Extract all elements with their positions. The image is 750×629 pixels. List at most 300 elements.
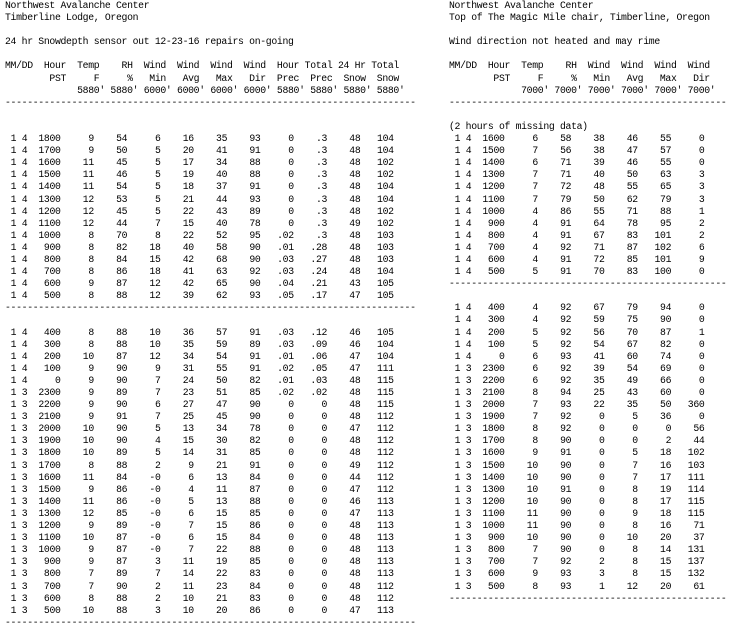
table-cell: 90 bbox=[560, 507, 572, 519]
table-cell: 104 bbox=[377, 338, 394, 350]
table-cell: 48 bbox=[349, 532, 361, 544]
table-row bbox=[449, 157, 749, 169]
table-cell: 1 bbox=[454, 217, 461, 229]
table-cell: 48 bbox=[349, 193, 361, 205]
table-cell: 3 bbox=[21, 483, 28, 495]
table-cell: 3 bbox=[21, 399, 28, 411]
table-cell: 7 bbox=[532, 556, 538, 568]
table-cell: 1 bbox=[454, 568, 461, 580]
table-cell: 54 bbox=[216, 350, 228, 362]
table-cell: 71 bbox=[593, 241, 605, 253]
table-cell: 43 bbox=[349, 278, 361, 290]
table-cell: 400 bbox=[487, 302, 505, 314]
table-cell: 40 bbox=[593, 169, 605, 181]
table-cell: 67 bbox=[593, 229, 605, 241]
table-cell: 0 bbox=[698, 338, 705, 350]
table-cell: 1 bbox=[454, 495, 461, 507]
table-cell: 21 bbox=[216, 459, 228, 471]
table-cell: 500 bbox=[487, 266, 505, 278]
table-cell: 1 bbox=[454, 350, 461, 362]
table-cell: 7 bbox=[632, 471, 638, 483]
table-cell: 46 bbox=[349, 326, 361, 338]
table-cell: 1 bbox=[698, 205, 705, 217]
table-row bbox=[449, 327, 749, 339]
table-cell: .27 bbox=[310, 253, 328, 265]
table-cell: 700 bbox=[487, 556, 505, 568]
table-body-a bbox=[449, 133, 749, 278]
table-cell: 48 bbox=[349, 266, 361, 278]
table-cell: 90 bbox=[116, 399, 128, 411]
table-cell: 1600 bbox=[482, 133, 505, 145]
table-cell: 10 bbox=[82, 435, 94, 447]
table-cell: 10 bbox=[626, 532, 638, 544]
table-cell: 1600 bbox=[38, 471, 61, 483]
table-cell: 3 bbox=[21, 556, 28, 568]
table-cell: 1 bbox=[454, 520, 461, 532]
table-cell: 48 bbox=[349, 399, 361, 411]
table-cell: 48 bbox=[349, 181, 361, 193]
table-cell: 1 bbox=[10, 532, 17, 544]
table-cell: 93 bbox=[249, 290, 261, 302]
table-cell: 90 bbox=[660, 314, 672, 326]
table-cell: 4 bbox=[21, 374, 28, 386]
table-cell: 83 bbox=[626, 266, 638, 278]
table-cell: 18 bbox=[149, 266, 161, 278]
table-cell: 1 bbox=[454, 399, 461, 411]
table-cell: 1200 bbox=[38, 205, 61, 217]
table-cell: 31 bbox=[216, 447, 228, 459]
table-cell: 0 bbox=[288, 447, 294, 459]
table-cell: 88 bbox=[116, 338, 128, 350]
table-cell: 56 bbox=[593, 326, 605, 338]
blank-line bbox=[449, 109, 749, 121]
table-row bbox=[449, 375, 749, 387]
table-cell: 0 bbox=[598, 411, 605, 423]
table-cell: 0 bbox=[288, 193, 294, 205]
table-cell: 104 bbox=[377, 350, 394, 362]
table-cell: 6 bbox=[188, 471, 194, 483]
table-cell: 71 bbox=[560, 169, 572, 181]
table-cell: 39 bbox=[593, 157, 605, 169]
table-cell: 0 bbox=[288, 495, 294, 507]
table-cell: 79 bbox=[660, 193, 672, 205]
table-cell: 4 bbox=[21, 241, 28, 253]
table-cell: 22 bbox=[182, 229, 194, 241]
table-cell: 5 bbox=[154, 145, 161, 157]
table-cell: .12 bbox=[310, 326, 328, 338]
table-cell: 85 bbox=[249, 387, 261, 398]
table-cell: 8 bbox=[88, 241, 94, 253]
table-cell: 48 bbox=[349, 544, 361, 556]
table-row bbox=[449, 387, 749, 399]
table-cell: 37 bbox=[216, 181, 228, 193]
table-cell: 113 bbox=[377, 544, 394, 556]
table-cell: 1 bbox=[10, 266, 17, 278]
table-cell: 78 bbox=[249, 423, 261, 435]
table-cell: 25 bbox=[593, 387, 605, 398]
table-cell: 9 bbox=[88, 362, 94, 374]
table-separator: -------------------------------------------------------------------------- bbox=[5, 96, 416, 108]
table-cell: 1 bbox=[10, 544, 17, 556]
table-cell: 90 bbox=[249, 253, 261, 265]
table-cell: 15 bbox=[182, 217, 194, 229]
table-row bbox=[5, 447, 394, 459]
table-cell: 0 bbox=[288, 399, 294, 411]
table-cell: 90 bbox=[560, 471, 572, 483]
table-cell: 3 bbox=[698, 169, 705, 181]
table-cell: 3 bbox=[698, 193, 705, 205]
table-cell: 6 bbox=[188, 532, 194, 544]
table-cell: 1 bbox=[454, 580, 461, 592]
table-row bbox=[449, 399, 749, 411]
table-cell: 5 bbox=[154, 447, 161, 459]
table-cell: 12 bbox=[626, 580, 638, 592]
table-cell: 400 bbox=[43, 326, 61, 338]
table-cell: 1800 bbox=[38, 447, 61, 459]
table-cell: 62 bbox=[626, 193, 638, 205]
table-cell: 12 bbox=[82, 193, 94, 205]
table-cell: 36 bbox=[660, 411, 672, 423]
table-cell: 1 bbox=[454, 181, 461, 193]
table-cell: 51 bbox=[216, 387, 228, 398]
table-cell: 84 bbox=[116, 471, 128, 483]
table-cell: 42 bbox=[182, 253, 194, 265]
table-cell: .3 bbox=[315, 229, 328, 241]
table-cell: 21 bbox=[182, 193, 194, 205]
table-cell: 1 bbox=[454, 423, 461, 435]
table-cell: 15 bbox=[660, 556, 672, 568]
table-cell: 48 bbox=[349, 205, 361, 217]
table-cell: 11 bbox=[182, 580, 194, 592]
table-cell: 92 bbox=[560, 362, 572, 374]
table-cell: 0 bbox=[321, 592, 328, 604]
table-cell: 2 bbox=[698, 217, 705, 229]
table-cell: 7 bbox=[154, 217, 161, 229]
table-row bbox=[449, 520, 749, 532]
table-row bbox=[5, 278, 394, 290]
table-row bbox=[449, 169, 749, 181]
table-cell: 1100 bbox=[482, 193, 505, 205]
table-row bbox=[449, 339, 749, 351]
table-cell: 17 bbox=[660, 495, 672, 507]
table-cell: 113 bbox=[377, 604, 394, 616]
table-cell: 93 bbox=[249, 193, 261, 205]
table-cell: 0 bbox=[698, 350, 705, 362]
table-cell: 54 bbox=[116, 181, 128, 193]
table-cell: 3 bbox=[465, 459, 472, 471]
table-cell: 18 bbox=[660, 507, 672, 519]
table-cell: .01 bbox=[277, 374, 294, 386]
table-cell: 10 bbox=[82, 604, 94, 616]
table-cell: 8 bbox=[632, 520, 638, 532]
table-cell: 15 bbox=[216, 532, 228, 544]
table-row bbox=[449, 314, 749, 326]
table-cell: 1 bbox=[454, 241, 461, 253]
table-cell: 88 bbox=[116, 592, 128, 604]
table-cell: 0 bbox=[321, 411, 328, 423]
table-cell: 137 bbox=[687, 556, 705, 568]
table-cell: 4 bbox=[21, 253, 28, 265]
table-cell: 1 bbox=[598, 580, 605, 592]
table-cell: 7 bbox=[188, 520, 194, 532]
table-cell: 114 bbox=[687, 483, 705, 495]
table-cell: 2300 bbox=[38, 387, 61, 398]
table-cell: 50 bbox=[593, 193, 605, 205]
table-cell: 8 bbox=[88, 253, 94, 265]
table-cell: 4 bbox=[21, 157, 28, 169]
table-cell: 9 bbox=[154, 362, 161, 374]
table-cell: 35 bbox=[216, 133, 228, 145]
table-cell: 11 bbox=[82, 181, 94, 193]
table-cell: 8 bbox=[154, 229, 161, 241]
table-cell: 113 bbox=[377, 507, 394, 519]
table-cell: 15 bbox=[182, 435, 194, 447]
table-cell: 0 bbox=[698, 411, 705, 423]
table-cell: 113 bbox=[377, 568, 394, 580]
table-cell: 87 bbox=[116, 532, 128, 544]
table-cell: 112 bbox=[377, 411, 394, 423]
table-cell: 17 bbox=[182, 157, 194, 169]
table-cell: 800 bbox=[487, 229, 505, 241]
table-cell: 104 bbox=[377, 145, 394, 157]
table-cell: 5 bbox=[632, 447, 638, 459]
table-cell: 47 bbox=[349, 483, 361, 495]
table-cell: 900 bbox=[487, 532, 505, 544]
table-cell: 0 bbox=[598, 447, 605, 459]
table-cell: 1000 bbox=[482, 520, 505, 532]
table-cell: 6 bbox=[532, 374, 538, 386]
table-cell: 1300 bbox=[482, 483, 505, 495]
table-row bbox=[5, 205, 394, 218]
table-cell: 1 bbox=[454, 314, 461, 326]
table-cell: 45 bbox=[216, 411, 228, 423]
table-cell: 1 bbox=[10, 387, 17, 398]
table-cell: 9 bbox=[88, 278, 94, 290]
table-cell: 0 bbox=[598, 532, 605, 544]
table-cell: 0 bbox=[321, 568, 328, 580]
table-cell: 23 bbox=[216, 580, 228, 592]
table-cell: 78 bbox=[626, 217, 638, 229]
table-cell: 10 bbox=[149, 338, 161, 350]
station-name: Timberline Lodge, Oregon bbox=[5, 12, 139, 24]
table-cell: 54 bbox=[116, 133, 128, 145]
table-cell: 102 bbox=[377, 205, 394, 217]
table-cell: 65 bbox=[216, 278, 228, 290]
table-cell: 1500 bbox=[38, 483, 61, 495]
table-cell: 48 bbox=[349, 435, 361, 447]
table-cell: 19 bbox=[660, 483, 672, 495]
table-cell: 44 bbox=[693, 435, 705, 447]
table-cell: 59 bbox=[216, 338, 228, 350]
table-cell: 90 bbox=[116, 435, 128, 447]
table-cell: 3 bbox=[21, 532, 28, 544]
table-cell: 3 bbox=[21, 423, 28, 435]
table-cell: 4 bbox=[188, 483, 194, 495]
table-cell: 1 bbox=[454, 556, 461, 568]
table-cell: 0 bbox=[698, 387, 705, 398]
table-cell: 6 bbox=[188, 507, 194, 519]
table-cell: 9 bbox=[88, 145, 94, 157]
table-cell: 1000 bbox=[38, 544, 61, 556]
table-cell: 4 bbox=[532, 302, 538, 314]
table-cell: 10 bbox=[526, 495, 538, 507]
table-cell: 3 bbox=[465, 580, 472, 592]
table-cell: 86 bbox=[116, 483, 128, 495]
table-cell: 4 bbox=[465, 217, 472, 229]
table-cell: 57 bbox=[216, 326, 228, 338]
table-cell: 4 bbox=[465, 181, 472, 193]
table-cell: 3 bbox=[465, 435, 472, 447]
table-cell: 3 bbox=[465, 507, 472, 519]
table-cell: 9 bbox=[88, 399, 94, 411]
table-cell: 44 bbox=[216, 193, 228, 205]
table-cell: 112 bbox=[377, 447, 394, 459]
table-cell: 83 bbox=[626, 229, 638, 241]
table-cell: 67 bbox=[593, 302, 605, 314]
table-cell: 4 bbox=[21, 290, 28, 302]
table-cell: 1000 bbox=[38, 229, 61, 241]
table-cell: 0 bbox=[321, 399, 328, 411]
table-cell: 0 bbox=[288, 411, 294, 423]
table-cell: 1800 bbox=[482, 423, 505, 435]
table-cell: 1 bbox=[10, 145, 17, 157]
table-row bbox=[5, 338, 394, 351]
table-cell: 104 bbox=[377, 133, 394, 145]
table-cell: 0 bbox=[598, 483, 605, 495]
table-separator: -------------------------------------------------- bbox=[449, 96, 727, 108]
table-cell: 1 bbox=[454, 193, 461, 205]
table-cell: 79 bbox=[560, 193, 572, 205]
table-cell: 90 bbox=[249, 278, 261, 290]
table-cell: 113 bbox=[377, 532, 394, 544]
table-cell: 1 bbox=[10, 217, 17, 229]
table-cell: 12 bbox=[149, 278, 161, 290]
table-cell: 22 bbox=[216, 568, 228, 580]
table-cell: 1 bbox=[698, 326, 705, 338]
table-cell: 50 bbox=[116, 145, 128, 157]
table-cell: 18 bbox=[149, 241, 161, 253]
table-cell: 55 bbox=[216, 362, 228, 374]
table-cell: 20 bbox=[660, 532, 672, 544]
table-cell: 48 bbox=[349, 253, 361, 265]
table-cell: 48 bbox=[349, 145, 361, 157]
table-cell: 14 bbox=[182, 447, 194, 459]
table-cell: 40 bbox=[182, 241, 194, 253]
table-cell: 3 bbox=[21, 520, 28, 532]
table-cell: 1 bbox=[10, 193, 17, 205]
table-cell: 1 bbox=[10, 435, 17, 447]
table-cell: 0 bbox=[288, 181, 294, 193]
table-row bbox=[449, 302, 749, 314]
table-cell: 10 bbox=[82, 447, 94, 459]
table-cell: 5 bbox=[154, 157, 161, 169]
table-cell: 0 bbox=[288, 592, 294, 604]
table-row bbox=[5, 133, 394, 145]
table-cell: 5 bbox=[154, 169, 161, 181]
table-cell: 3 bbox=[465, 387, 472, 398]
table-cell: 360 bbox=[687, 399, 705, 411]
table-cell: 1 bbox=[454, 411, 461, 423]
table-cell: 1 bbox=[454, 435, 461, 447]
blank-line bbox=[5, 48, 305, 60]
table-cell: 112 bbox=[377, 580, 394, 592]
table-cell: 1 bbox=[454, 229, 461, 241]
table-cell: 90 bbox=[116, 580, 128, 592]
table-cell: 0 bbox=[321, 471, 328, 483]
blank-line bbox=[5, 24, 305, 36]
table-cell: 83 bbox=[249, 568, 261, 580]
table-cell: 1 bbox=[454, 133, 461, 145]
table-cell: 0 bbox=[288, 435, 294, 447]
table-cell: 21 bbox=[216, 592, 228, 604]
table-row bbox=[5, 604, 394, 617]
table-cell: 300 bbox=[487, 314, 505, 326]
table-cell: 1 bbox=[454, 532, 461, 544]
table-cell: 2 bbox=[154, 592, 161, 604]
table-cell: 82 bbox=[249, 435, 261, 447]
table-cell: 113 bbox=[377, 556, 394, 568]
table-cell: 1 bbox=[10, 253, 17, 265]
table-row bbox=[5, 592, 394, 605]
table-cell: 48 bbox=[593, 181, 605, 193]
table-cell: 3 bbox=[465, 411, 472, 423]
table-cell: 87 bbox=[626, 241, 638, 253]
table-row bbox=[449, 568, 749, 580]
table-cell: 15 bbox=[216, 520, 228, 532]
table-cell: 11 bbox=[82, 471, 94, 483]
table-cell: 85 bbox=[249, 447, 261, 459]
table-cell: 7 bbox=[532, 145, 538, 157]
table-cell: 3 bbox=[21, 471, 28, 483]
table-cell: 8 bbox=[88, 290, 94, 302]
table-cell: 93 bbox=[560, 580, 572, 592]
table-cell: 52 bbox=[216, 229, 228, 241]
table-row bbox=[449, 206, 749, 218]
table-cell: 0 bbox=[598, 435, 605, 447]
table-cell: 48 bbox=[349, 387, 361, 398]
table-cell: 113 bbox=[377, 495, 394, 507]
table-cell: 62 bbox=[216, 290, 228, 302]
table-cell: 3 bbox=[21, 411, 28, 423]
table-cell: 92 bbox=[560, 314, 572, 326]
table-cell: 1 bbox=[454, 157, 461, 169]
table-cell: 71 bbox=[626, 205, 638, 217]
table-cell: 3 bbox=[21, 544, 28, 556]
table-cell: 3 bbox=[465, 374, 472, 386]
table-cell: 0 bbox=[288, 217, 294, 229]
table-cell: 0 bbox=[288, 205, 294, 217]
table-cell: 0 bbox=[321, 483, 328, 495]
table-cell: 102 bbox=[377, 217, 394, 229]
table-cell: 39 bbox=[593, 362, 605, 374]
table-cell: 90 bbox=[560, 459, 572, 471]
table-cell: 4 bbox=[21, 205, 28, 217]
table-cell: 47 bbox=[349, 362, 361, 374]
table-cell: 4 bbox=[21, 133, 28, 145]
table-cell: 104 bbox=[377, 181, 394, 193]
table-cell: .3 bbox=[315, 181, 328, 193]
blank-line bbox=[5, 121, 305, 133]
table-cell: 12 bbox=[149, 290, 161, 302]
table-cell: 84 bbox=[249, 532, 261, 544]
table-cell: 48 bbox=[349, 229, 361, 241]
table-row bbox=[449, 423, 749, 435]
table-cell: 1 bbox=[10, 326, 17, 338]
table-cell: 3 bbox=[465, 568, 472, 580]
table-cell: 49 bbox=[626, 374, 638, 386]
table-row bbox=[449, 266, 749, 278]
table-cell: 500 bbox=[43, 290, 61, 302]
